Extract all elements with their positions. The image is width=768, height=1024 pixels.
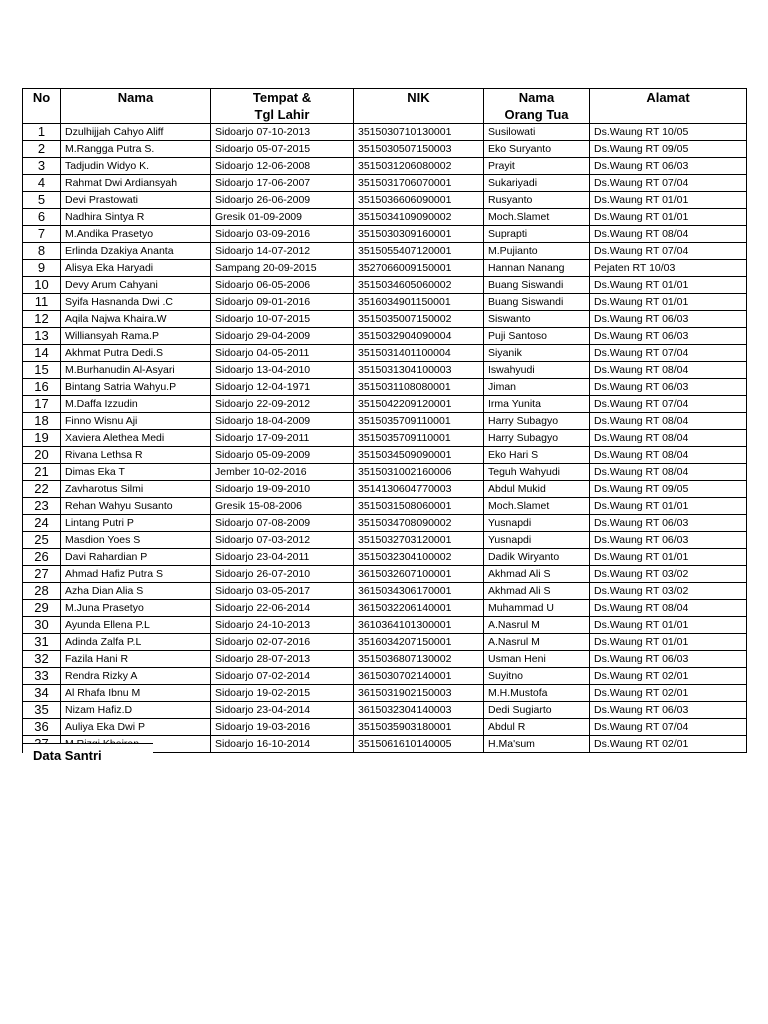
cell-no: 23 <box>23 498 61 515</box>
cell-nama-orang-tua: Muhammad U <box>484 600 590 617</box>
cell-tempat-tgl-lahir: Sidoarjo 29-04-2009 <box>211 328 354 345</box>
cell-no: 27 <box>23 566 61 583</box>
cell-nik: 3615030702140001 <box>354 668 484 685</box>
cell-nama: Ayunda Ellena P.L <box>61 617 211 634</box>
cell-no: 3 <box>23 158 61 175</box>
student-data-table <box>22 88 747 753</box>
cell-tempat-tgl-lahir: Jember 10-02-2016 <box>211 464 354 481</box>
cell-tempat-tgl-lahir: Sidoarjo 12-06-2008 <box>211 158 354 175</box>
cell-nik: 3515030309160001 <box>354 226 484 243</box>
cell-nama: M.Andika Prasetyo <box>61 226 211 243</box>
table-row <box>23 209 747 226</box>
cell-nik: 3515035709110001 <box>354 430 484 447</box>
cell-nama-orang-tua: Akhmad Ali S <box>484 583 590 600</box>
table-row <box>23 430 747 447</box>
cell-nik: 3515031401100004 <box>354 345 484 362</box>
cell-no: 1 <box>23 124 61 141</box>
cell-nama: Williansyah Rama.P <box>61 328 211 345</box>
table-row <box>23 566 747 583</box>
cell-alamat: Ds.Waung RT 06/03 <box>590 311 747 328</box>
table-row <box>23 634 747 651</box>
header-nama: Nama <box>61 89 211 124</box>
cell-nik: 3527066009150001 <box>354 260 484 277</box>
cell-nik: 3515031002160006 <box>354 464 484 481</box>
cell-nama-orang-tua: Jiman <box>484 379 590 396</box>
cell-nama-orang-tua: Irma Yunita <box>484 396 590 413</box>
cell-nik: 3515035903180001 <box>354 719 484 736</box>
sheet-tab-data-santri[interactable]: Data Santri <box>23 743 153 767</box>
table-row <box>23 685 747 702</box>
cell-alamat: Ds.Waung RT 02/01 <box>590 685 747 702</box>
cell-tempat-tgl-lahir: Sidoarjo 13-04-2010 <box>211 362 354 379</box>
cell-nik: 3515034109090002 <box>354 209 484 226</box>
table-row <box>23 481 747 498</box>
cell-nik: 3515031206080002 <box>354 158 484 175</box>
cell-no: 18 <box>23 413 61 430</box>
cell-alamat: Ds.Waung RT 08/04 <box>590 430 747 447</box>
cell-nama: Tadjudin Widyo K. <box>61 158 211 175</box>
cell-nama-orang-tua: Akhmad Ali S <box>484 566 590 583</box>
table-row <box>23 464 747 481</box>
cell-nama-orang-tua: Yusnapdi <box>484 515 590 532</box>
cell-no: 5 <box>23 192 61 209</box>
header-no: No <box>23 89 61 124</box>
table-row <box>23 719 747 736</box>
cell-nik: 3514130604770003 <box>354 481 484 498</box>
cell-tempat-tgl-lahir: Sidoarjo 16-10-2014 <box>211 736 354 753</box>
cell-nama-orang-tua: Yusnapdi <box>484 532 590 549</box>
cell-nama-orang-tua: Hannan Nanang <box>484 260 590 277</box>
cell-nama-orang-tua: Moch.Slamet <box>484 209 590 226</box>
cell-nama-orang-tua: Dadik Wiryanto <box>484 549 590 566</box>
cell-alamat: Ds.Waung RT 07/04 <box>590 243 747 260</box>
cell-tempat-tgl-lahir: Sidoarjo 17-06-2007 <box>211 175 354 192</box>
cell-tempat-tgl-lahir: Sidoarjo 23-04-2011 <box>211 549 354 566</box>
cell-no: 7 <box>23 226 61 243</box>
table-row <box>23 345 747 362</box>
cell-nama: Aqila Najwa Khaira.W <box>61 311 211 328</box>
cell-nik: 3515061610140005 <box>354 736 484 753</box>
table-row <box>23 447 747 464</box>
cell-nama: Devy Arum Cahyani <box>61 277 211 294</box>
cell-nama: Finno Wisnu Aji <box>61 413 211 430</box>
cell-tempat-tgl-lahir: Sidoarjo 07-02-2014 <box>211 668 354 685</box>
table-row <box>23 328 747 345</box>
header-tempat-tgl-lahir: Tempat & Tgl Lahir <box>211 89 354 124</box>
cell-alamat: Ds.Waung RT 03/02 <box>590 583 747 600</box>
cell-nama: Syifa Hasnanda Dwi .C <box>61 294 211 311</box>
cell-no: 2 <box>23 141 61 158</box>
table-row <box>23 243 747 260</box>
cell-alamat: Ds.Waung RT 03/02 <box>590 566 747 583</box>
cell-alamat: Ds.Waung RT 01/01 <box>590 634 747 651</box>
cell-nama-orang-tua: Dedi Sugiarto <box>484 702 590 719</box>
cell-tempat-tgl-lahir: Sidoarjo 03-05-2017 <box>211 583 354 600</box>
cell-nama: Zavharotus Silmi <box>61 481 211 498</box>
cell-nama-orang-tua: M.Pujianto <box>484 243 590 260</box>
cell-nik: 3610364101300001 <box>354 617 484 634</box>
cell-nik: 3515036606090001 <box>354 192 484 209</box>
cell-tempat-tgl-lahir: Sidoarjo 10-07-2015 <box>211 311 354 328</box>
cell-alamat: Ds.Waung RT 06/03 <box>590 158 747 175</box>
cell-tempat-tgl-lahir: Sidoarjo 17-09-2011 <box>211 430 354 447</box>
cell-tempat-tgl-lahir: Sidoarjo 26-06-2009 <box>211 192 354 209</box>
cell-nik: 3516034901150001 <box>354 294 484 311</box>
cell-no: 16 <box>23 379 61 396</box>
cell-alamat: Ds.Waung RT 09/05 <box>590 481 747 498</box>
table-row <box>23 294 747 311</box>
table-row <box>23 277 747 294</box>
cell-nik: 3615031902150003 <box>354 685 484 702</box>
cell-nama: Bintang Satria Wahyu.P <box>61 379 211 396</box>
cell-alamat: Ds.Waung RT 01/01 <box>590 294 747 311</box>
cell-nama: Masdion Yoes S <box>61 532 211 549</box>
cell-alamat: Ds.Waung RT 08/04 <box>590 600 747 617</box>
cell-nama: Alisya Eka Haryadi <box>61 260 211 277</box>
cell-no: 12 <box>23 311 61 328</box>
cell-alamat: Ds.Waung RT 06/03 <box>590 651 747 668</box>
table-row <box>23 226 747 243</box>
cell-nama: Adinda Zalfa P.L <box>61 634 211 651</box>
cell-alamat: Ds.Waung RT 02/01 <box>590 668 747 685</box>
cell-nama: Davi Rahardian P <box>61 549 211 566</box>
cell-alamat: Ds.Waung RT 08/04 <box>590 447 747 464</box>
cell-no: 13 <box>23 328 61 345</box>
cell-tempat-tgl-lahir: Sidoarjo 07-10-2013 <box>211 124 354 141</box>
table-row <box>23 192 747 209</box>
cell-nama-orang-tua: Abdul Mukid <box>484 481 590 498</box>
cell-alamat: Ds.Waung RT 01/01 <box>590 617 747 634</box>
header-nik: NIK <box>354 89 484 124</box>
cell-nik: 3515035709110001 <box>354 413 484 430</box>
table-row <box>23 124 747 141</box>
cell-alamat: Ds.Waung RT 08/04 <box>590 362 747 379</box>
cell-no: 24 <box>23 515 61 532</box>
cell-nik: 3515034605060002 <box>354 277 484 294</box>
cell-alamat: Ds.Waung RT 08/04 <box>590 464 747 481</box>
cell-alamat: Ds.Waung RT 02/01 <box>590 736 747 753</box>
cell-nama-orang-tua: Eko Suryanto <box>484 141 590 158</box>
cell-no: 29 <box>23 600 61 617</box>
cell-tempat-tgl-lahir: Sidoarjo 19-03-2016 <box>211 719 354 736</box>
cell-nik: 3515032904090004 <box>354 328 484 345</box>
cell-nik: 3515031304100003 <box>354 362 484 379</box>
cell-nama-orang-tua: Puji Santoso <box>484 328 590 345</box>
cell-tempat-tgl-lahir: Gresik 01-09-2009 <box>211 209 354 226</box>
table-row <box>23 311 747 328</box>
cell-nama: Rendra Rizky A <box>61 668 211 685</box>
cell-nik: 3615034306170001 <box>354 583 484 600</box>
cell-no: 14 <box>23 345 61 362</box>
cell-nama: Lintang Putri P <box>61 515 211 532</box>
cell-no: 25 <box>23 532 61 549</box>
table-row <box>23 260 747 277</box>
cell-alamat: Ds.Waung RT 08/04 <box>590 226 747 243</box>
cell-tempat-tgl-lahir: Sidoarjo 02-07-2016 <box>211 634 354 651</box>
cell-nama-orang-tua: Prayit <box>484 158 590 175</box>
cell-nama: Akhmat Putra Dedi.S <box>61 345 211 362</box>
table-header-row <box>23 89 747 124</box>
cell-nik: 3515034708090002 <box>354 515 484 532</box>
cell-tempat-tgl-lahir: Sidoarjo 28-07-2013 <box>211 651 354 668</box>
cell-nama: M.Rangga Putra S. <box>61 141 211 158</box>
cell-alamat: Ds.Waung RT 01/01 <box>590 549 747 566</box>
cell-nama-orang-tua: H.Ma'sum <box>484 736 590 753</box>
cell-nama: Auliya Eka Dwi P <box>61 719 211 736</box>
cell-no: 6 <box>23 209 61 226</box>
cell-nama: Xaviera Alethea Medi <box>61 430 211 447</box>
cell-nama: M.Burhanudin Al-Asyari <box>61 362 211 379</box>
cell-alamat: Ds.Waung RT 08/04 <box>590 413 747 430</box>
cell-nama: Al Rhafa Ibnu M <box>61 685 211 702</box>
cell-no: 35 <box>23 702 61 719</box>
cell-no: 10 <box>23 277 61 294</box>
header-nama-orang-tua: Nama Orang Tua <box>484 89 590 124</box>
cell-no: 30 <box>23 617 61 634</box>
table-row <box>23 702 747 719</box>
table-row <box>23 617 747 634</box>
cell-tempat-tgl-lahir: Sidoarjo 14-07-2012 <box>211 243 354 260</box>
cell-alamat: Ds.Waung RT 01/01 <box>590 209 747 226</box>
cell-nik: 3515030710130001 <box>354 124 484 141</box>
cell-no: 33 <box>23 668 61 685</box>
cell-alamat: Ds.Waung RT 06/03 <box>590 328 747 345</box>
cell-nik: 3515034509090001 <box>354 447 484 464</box>
cell-alamat: Ds.Waung RT 06/03 <box>590 702 747 719</box>
cell-nik: 3515032703120001 <box>354 532 484 549</box>
cell-nama: Azha Dian Alia S <box>61 583 211 600</box>
cell-nama-orang-tua: Teguh Wahyudi <box>484 464 590 481</box>
cell-tempat-tgl-lahir: Sidoarjo 12-04-1971 <box>211 379 354 396</box>
student-data-table-container <box>22 88 746 753</box>
cell-no: 32 <box>23 651 61 668</box>
cell-nama: Rahmat Dwi Ardiansyah <box>61 175 211 192</box>
header-alamat: Alamat <box>590 89 747 124</box>
cell-nama-orang-tua: Eko Hari S <box>484 447 590 464</box>
cell-alamat: Ds.Waung RT 07/04 <box>590 345 747 362</box>
cell-tempat-tgl-lahir: Sidoarjo 04-05-2011 <box>211 345 354 362</box>
cell-no: 8 <box>23 243 61 260</box>
table-row <box>23 532 747 549</box>
cell-nik: 3515031108080001 <box>354 379 484 396</box>
cell-nama: Nizam Hafiz.D <box>61 702 211 719</box>
cell-no: 28 <box>23 583 61 600</box>
cell-nama: Fazila Hani R <box>61 651 211 668</box>
cell-tempat-tgl-lahir: Sidoarjo 06-05-2006 <box>211 277 354 294</box>
cell-nama-orang-tua: Siyanik <box>484 345 590 362</box>
cell-alamat: Ds.Waung RT 07/04 <box>590 719 747 736</box>
cell-nama-orang-tua: Harry Subagyo <box>484 430 590 447</box>
cell-no: 15 <box>23 362 61 379</box>
cell-nama-orang-tua: Suyitno <box>484 668 590 685</box>
cell-alamat: Ds.Waung RT 10/05 <box>590 124 747 141</box>
cell-no: 17 <box>23 396 61 413</box>
cell-nik: 3516034207150001 <box>354 634 484 651</box>
cell-alamat: Pejaten RT 10/03 <box>590 260 747 277</box>
cell-no: 9 <box>23 260 61 277</box>
cell-tempat-tgl-lahir: Sidoarjo 05-07-2015 <box>211 141 354 158</box>
cell-nama: Nadhira Sintya R <box>61 209 211 226</box>
cell-nama: Dimas Eka T <box>61 464 211 481</box>
cell-tempat-tgl-lahir: Sidoarjo 22-06-2014 <box>211 600 354 617</box>
cell-nik: 3515035007150002 <box>354 311 484 328</box>
cell-nama-orang-tua: Susilowati <box>484 124 590 141</box>
cell-tempat-tgl-lahir: Sidoarjo 23-04-2014 <box>211 702 354 719</box>
cell-tempat-tgl-lahir: Gresik 15-08-2006 <box>211 498 354 515</box>
cell-nik: 3515042209120001 <box>354 396 484 413</box>
cell-nama-orang-tua: Iswahyudi <box>484 362 590 379</box>
cell-nama-orang-tua: Harry Subagyo <box>484 413 590 430</box>
cell-alamat: Ds.Waung RT 07/04 <box>590 175 747 192</box>
cell-no: 19 <box>23 430 61 447</box>
cell-alamat: Ds.Waung RT 06/03 <box>590 379 747 396</box>
cell-tempat-tgl-lahir: Sidoarjo 26-07-2010 <box>211 566 354 583</box>
cell-nama: Devi Prastowati <box>61 192 211 209</box>
cell-tempat-tgl-lahir: Sidoarjo 05-09-2009 <box>211 447 354 464</box>
cell-tempat-tgl-lahir: Sidoarjo 07-08-2009 <box>211 515 354 532</box>
cell-tempat-tgl-lahir: Sidoarjo 19-09-2010 <box>211 481 354 498</box>
cell-alamat: Ds.Waung RT 07/04 <box>590 396 747 413</box>
cell-tempat-tgl-lahir: Sidoarjo 03-09-2016 <box>211 226 354 243</box>
cell-nik: 3515031706070001 <box>354 175 484 192</box>
table-row <box>23 396 747 413</box>
cell-nama-orang-tua: Sukariyadi <box>484 175 590 192</box>
cell-tempat-tgl-lahir: Sidoarjo 22-09-2012 <box>211 396 354 413</box>
table-row <box>23 498 747 515</box>
cell-alamat: Ds.Waung RT 01/01 <box>590 192 747 209</box>
table-row <box>23 141 747 158</box>
cell-nama: Dzulhijjah Cahyo Aliff <box>61 124 211 141</box>
cell-no: 34 <box>23 685 61 702</box>
cell-tempat-tgl-lahir: Sidoarjo 07-03-2012 <box>211 532 354 549</box>
cell-no: 26 <box>23 549 61 566</box>
cell-no: 36 <box>23 719 61 736</box>
cell-nama: M.Daffa Izzudin <box>61 396 211 413</box>
cell-nik: 3615032304140003 <box>354 702 484 719</box>
table-row <box>23 158 747 175</box>
cell-no: 22 <box>23 481 61 498</box>
cell-nik: 3515030507150003 <box>354 141 484 158</box>
cell-nama-orang-tua: Siswanto <box>484 311 590 328</box>
cell-nama-orang-tua: Rusyanto <box>484 192 590 209</box>
cell-nama-orang-tua: Usman Heni <box>484 651 590 668</box>
cell-nama-orang-tua: Abdul R <box>484 719 590 736</box>
table-row <box>23 362 747 379</box>
table-row <box>23 549 747 566</box>
cell-nik: 3515055407120001 <box>354 243 484 260</box>
cell-no: 11 <box>23 294 61 311</box>
table-row <box>23 379 747 396</box>
cell-nama-orang-tua: M.H.Mustofa <box>484 685 590 702</box>
cell-no: 20 <box>23 447 61 464</box>
cell-alamat: Ds.Waung RT 06/03 <box>590 515 747 532</box>
cell-tempat-tgl-lahir: Sidoarjo 18-04-2009 <box>211 413 354 430</box>
cell-nama-orang-tua: Buang Siswandi <box>484 294 590 311</box>
table-row <box>23 583 747 600</box>
cell-nama-orang-tua: A.Nasrul M <box>484 634 590 651</box>
table-row <box>23 668 747 685</box>
cell-nik: 3615032206140001 <box>354 600 484 617</box>
table-row <box>23 413 747 430</box>
table-row <box>23 175 747 192</box>
cell-nama: Rivana Lethsa R <box>61 447 211 464</box>
cell-nama-orang-tua: A.Nasrul M <box>484 617 590 634</box>
table-row <box>23 515 747 532</box>
cell-nama: Erlinda Dzakiya Ananta <box>61 243 211 260</box>
cell-nama-orang-tua: Moch.Slamet <box>484 498 590 515</box>
cell-no: 31 <box>23 634 61 651</box>
cell-alamat: Ds.Waung RT 01/01 <box>590 498 747 515</box>
cell-nama: M.Juna Prasetyo <box>61 600 211 617</box>
cell-nama: Ahmad Hafiz Putra S <box>61 566 211 583</box>
cell-nik: 3515036807130002 <box>354 651 484 668</box>
cell-tempat-tgl-lahir: Sidoarjo 24-10-2013 <box>211 617 354 634</box>
cell-nama: Rehan Wahyu Susanto <box>61 498 211 515</box>
cell-nik: 3615032607100001 <box>354 566 484 583</box>
cell-nik: 3515032304100002 <box>354 549 484 566</box>
cell-alamat: Ds.Waung RT 09/05 <box>590 141 747 158</box>
cell-no: 21 <box>23 464 61 481</box>
cell-nama-orang-tua: Buang Siswandi <box>484 277 590 294</box>
cell-no: 4 <box>23 175 61 192</box>
cell-tempat-tgl-lahir: Sidoarjo 19-02-2015 <box>211 685 354 702</box>
cell-nama-orang-tua: Suprapti <box>484 226 590 243</box>
cell-alamat: Ds.Waung RT 01/01 <box>590 277 747 294</box>
cell-tempat-tgl-lahir: Sidoarjo 09-01-2016 <box>211 294 354 311</box>
cell-tempat-tgl-lahir: Sampang 20-09-2015 <box>211 260 354 277</box>
table-row <box>23 651 747 668</box>
cell-alamat: Ds.Waung RT 06/03 <box>590 532 747 549</box>
cell-nik: 3515031508060001 <box>354 498 484 515</box>
table-row <box>23 600 747 617</box>
